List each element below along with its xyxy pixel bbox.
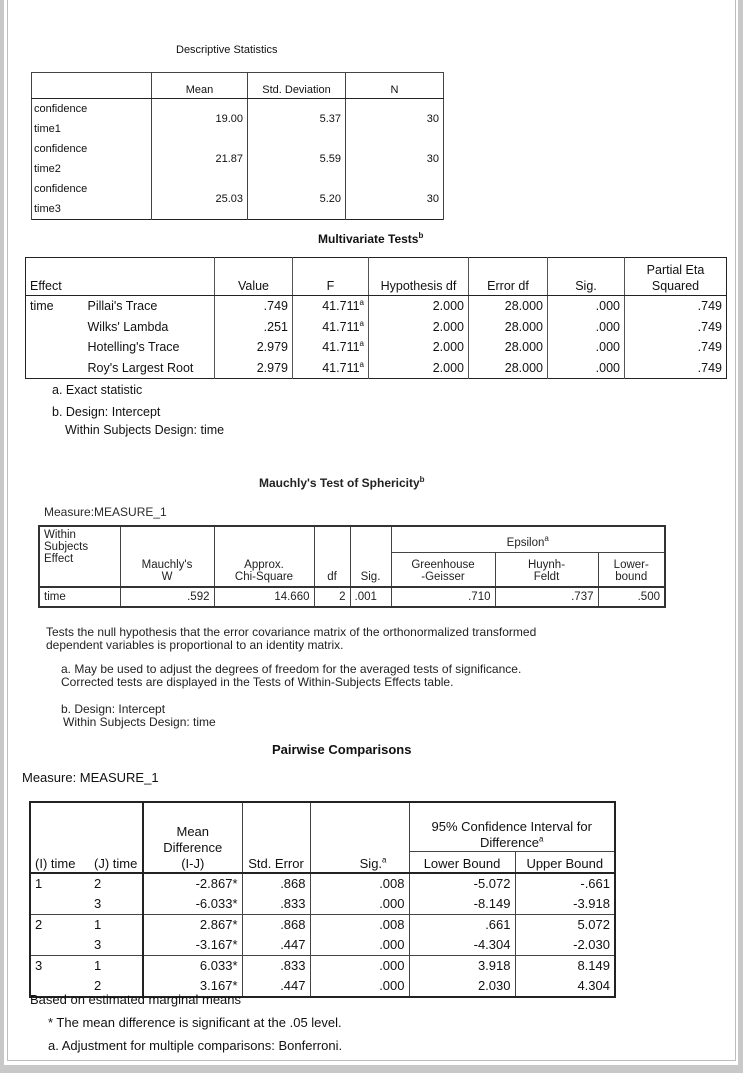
lower-bound: -5.072 <box>409 873 515 894</box>
pairwise-note-based: Based on estimated marginal means <box>30 992 242 1007</box>
empty-cell <box>26 358 84 379</box>
pairwise-measure-label: Measure: MEASURE_1 <box>22 770 159 785</box>
error-df: 28.000 <box>469 358 548 379</box>
std-error: .868 <box>242 915 310 936</box>
table-row <box>30 915 615 936</box>
pairwise-title: Pairwise Comparisons <box>272 742 412 757</box>
sig: .000 <box>548 337 625 358</box>
upper-bound: 8.149 <box>515 956 615 977</box>
header-confidence-interval: 95% Confidence Interval for Difference$^a$ <box>409 802 615 852</box>
multivariate-note-b-design: Within Subjects Design: time <box>65 423 225 437</box>
huynh-feldt: .737 <box>495 587 598 607</box>
greenhouse-geisser: .710 <box>391 587 495 607</box>
descriptive-statistics-title: Descriptive Statistics <box>176 44 278 56</box>
table-header-row <box>26 258 727 296</box>
mean-value: 21.87 <box>152 139 248 179</box>
mean-difference: 2.867* <box>143 915 242 936</box>
value: 2.979 <box>215 337 293 358</box>
partial-eta: .749 <box>625 317 727 338</box>
error-df: 28.000 <box>469 337 548 358</box>
table-row <box>26 317 727 338</box>
multivariate-tests-title: Multivariate Tests$^b$ <box>318 231 424 246</box>
j-time: 3 <box>94 937 102 952</box>
mauchly-note-b-1: b. Design: Intercept <box>61 702 166 716</box>
empty-cell <box>26 317 84 338</box>
sd-value: 5.59 <box>248 139 346 179</box>
mauchly-title: Mauchly's Test of Sphericity$^b$ <box>259 475 425 490</box>
header-n: N <box>346 73 444 99</box>
std-error: .833 <box>242 894 310 915</box>
j-time: 1 <box>94 958 102 973</box>
header-mauchlys-w: Mauchly's W <box>120 526 214 587</box>
header-std-error: Std. Error <box>242 802 310 873</box>
header-upper-bound: Upper Bound <box>515 852 615 874</box>
mauchly-measure-label: Measure:MEASURE_1 <box>44 505 167 519</box>
upper-bound: -2.030 <box>515 935 615 956</box>
upper-bound: 5.072 <box>515 915 615 936</box>
table-row <box>26 358 727 379</box>
header-sig: Sig.$^a$ <box>310 802 409 873</box>
std-error: .447 <box>242 935 310 956</box>
header-i-time: (I) time <box>30 802 90 873</box>
partial-eta: .749 <box>625 296 727 317</box>
header-lower-bound: Lower Bound <box>409 852 515 874</box>
hypothesis-df: 2.000 <box>369 317 469 338</box>
mauchly-note-b-2: Within Subjects Design: time <box>63 715 216 729</box>
empty-cell <box>26 337 84 358</box>
lower-bound: 3.918 <box>409 956 515 977</box>
j-time: 2 <box>94 978 102 993</box>
n-value: 30 <box>346 139 444 179</box>
sig: .008 <box>310 915 409 936</box>
sig: .000 <box>310 935 409 956</box>
partial-eta: .749 <box>625 337 727 358</box>
n-value: 30 <box>346 179 444 220</box>
sig: .001 <box>350 587 391 607</box>
value: 2.979 <box>215 358 293 379</box>
f-value: 41.711$^a$ <box>293 337 369 358</box>
header-hypothesis-df: Hypothesis df <box>369 258 469 296</box>
std-error: .833 <box>242 956 310 977</box>
i-time <box>30 935 90 956</box>
header-sig: Sig. <box>548 258 625 296</box>
table-row <box>30 956 615 977</box>
header-mean-difference: Mean Difference (I-J) <box>143 802 242 873</box>
mauchly-note-main-2: dependent variables is proportional to an identity matrix. <box>46 638 344 652</box>
mean-difference: 3.167* <box>143 976 242 997</box>
table-row <box>26 296 727 317</box>
multivariate-tests-table <box>25 257 727 379</box>
header-error-df: Error df <box>469 258 548 296</box>
header-epsilon: Epsilon$^a$ <box>391 526 665 553</box>
pairwise-comparisons-table <box>29 801 616 998</box>
table-row <box>32 99 444 140</box>
header-mean: Mean <box>152 73 248 99</box>
table-row <box>32 139 444 179</box>
multivariate-note-b: b. Design: Intercept <box>52 405 161 419</box>
mauchly-note-a-1: a. May be used to adjust the degrees of freedom for the averaged tests of significance. <box>61 662 522 676</box>
j-time: 3 <box>94 896 102 911</box>
header-approx-chi-square: Approx. Chi-Square <box>214 526 314 587</box>
header-within-subjects-effect: Within Subjects Effect <box>39 526 120 587</box>
sig: .000 <box>310 894 409 915</box>
table-header-row <box>30 802 615 852</box>
mean-difference: -2.867* <box>143 873 242 894</box>
row-label: confidence time2 <box>32 139 152 179</box>
error-df: 28.000 <box>469 296 548 317</box>
lower-bound: 2.030 <box>409 976 515 997</box>
j-time: 1 <box>94 917 102 932</box>
f-value: 41.711$^a$ <box>293 358 369 379</box>
std-error: .868 <box>242 873 310 894</box>
table-header-row <box>39 526 665 553</box>
n-value: 30 <box>346 99 444 140</box>
mean-difference: -6.033* <box>143 894 242 915</box>
document-page <box>4 0 738 1065</box>
pairwise-note-star: * The mean difference is significant at the .05 level. <box>48 1015 342 1030</box>
header-effect: Effect <box>26 258 215 296</box>
header-j-time: (J) time <box>90 802 143 873</box>
lower-bound: -4.304 <box>409 935 515 956</box>
mauchly-note-main-1: Tests the null hypothesis that the error covariance matrix of the orthonormalized transformed <box>46 625 537 639</box>
mauchly-table <box>38 525 666 608</box>
header-df: df <box>314 526 350 587</box>
table-row <box>30 873 615 894</box>
table-header-row <box>32 73 444 99</box>
table-row <box>39 587 665 607</box>
upper-bound: -3.918 <box>515 894 615 915</box>
mauchlys-w: .592 <box>120 587 214 607</box>
sig: .000 <box>548 317 625 338</box>
test-name: Hotelling's Trace <box>87 340 180 355</box>
sd-value: 5.37 <box>248 99 346 140</box>
error-df: 28.000 <box>469 317 548 338</box>
sig: .000 <box>310 976 409 997</box>
test-name: Pillai's Trace <box>87 299 158 314</box>
i-time: 2 <box>35 917 43 932</box>
hypothesis-df: 2.000 <box>369 337 469 358</box>
mean-value: 25.03 <box>152 179 248 220</box>
sig: .008 <box>310 873 409 894</box>
table-row <box>30 894 615 915</box>
i-time: 3 <box>35 958 43 973</box>
mean-difference: 6.033* <box>143 956 242 977</box>
test-name: Roy's Largest Root <box>87 360 194 375</box>
header-partial-eta-squared: Partial Eta Squared <box>625 258 727 296</box>
value: .251 <box>215 317 293 338</box>
test-name: Wilks' Lambda <box>87 319 169 334</box>
std-error: .447 <box>242 976 310 997</box>
header-huynh-feldt: Huynh- Feldt <box>495 553 598 588</box>
table-row <box>32 179 444 220</box>
f-value: 41.711$^a$ <box>293 317 369 338</box>
f-value: 41.711$^a$ <box>293 296 369 317</box>
header-f: F <box>293 258 369 296</box>
pairwise-note-a: a. Adjustment for multiple comparisons: Bonferroni. <box>48 1038 343 1053</box>
sig: .000 <box>310 956 409 977</box>
header-blank <box>32 73 152 99</box>
header-sig: Sig. <box>350 526 391 587</box>
table-row <box>26 337 727 358</box>
lower-bound: -8.149 <box>409 894 515 915</box>
mean-value: 19.00 <box>152 99 248 140</box>
mean-difference: -3.167* <box>143 935 242 956</box>
header-lower-bound: Lower- bound <box>598 553 665 588</box>
table-row <box>30 935 615 956</box>
header-greenhouse-geisser: Greenhouse -Geisser <box>391 553 495 588</box>
j-time: 2 <box>94 876 102 891</box>
sig: .000 <box>548 358 625 379</box>
header-std-deviation: Std. Deviation <box>248 73 346 99</box>
hypothesis-df: 2.000 <box>369 358 469 379</box>
descriptive-statistics-table <box>31 72 444 220</box>
partial-eta: .749 <box>625 358 727 379</box>
i-time: 1 <box>35 876 43 891</box>
row-label: confidence time3 <box>32 179 152 220</box>
value: .749 <box>215 296 293 317</box>
lower-bound: .500 <box>598 587 665 607</box>
upper-bound: 4.304 <box>515 976 615 997</box>
mauchly-note-a-2: Corrected tests are displayed in the Tests of Within-Subjects Effects table. <box>61 675 454 689</box>
hypothesis-df: 2.000 <box>369 296 469 317</box>
sd-value: 5.20 <box>248 179 346 220</box>
header-value: Value <box>215 258 293 296</box>
row-label: confidence time1 <box>32 99 152 140</box>
effect-group-label: time <box>30 299 54 314</box>
sig: .000 <box>548 296 625 317</box>
multivariate-note-a: a. Exact statistic <box>52 383 143 397</box>
i-time <box>30 894 90 915</box>
df: 2 <box>314 587 350 607</box>
lower-bound: .661 <box>409 915 515 936</box>
effect-name: time <box>39 587 120 607</box>
chi-square: 14.660 <box>214 587 314 607</box>
upper-bound: -.661 <box>515 873 615 894</box>
